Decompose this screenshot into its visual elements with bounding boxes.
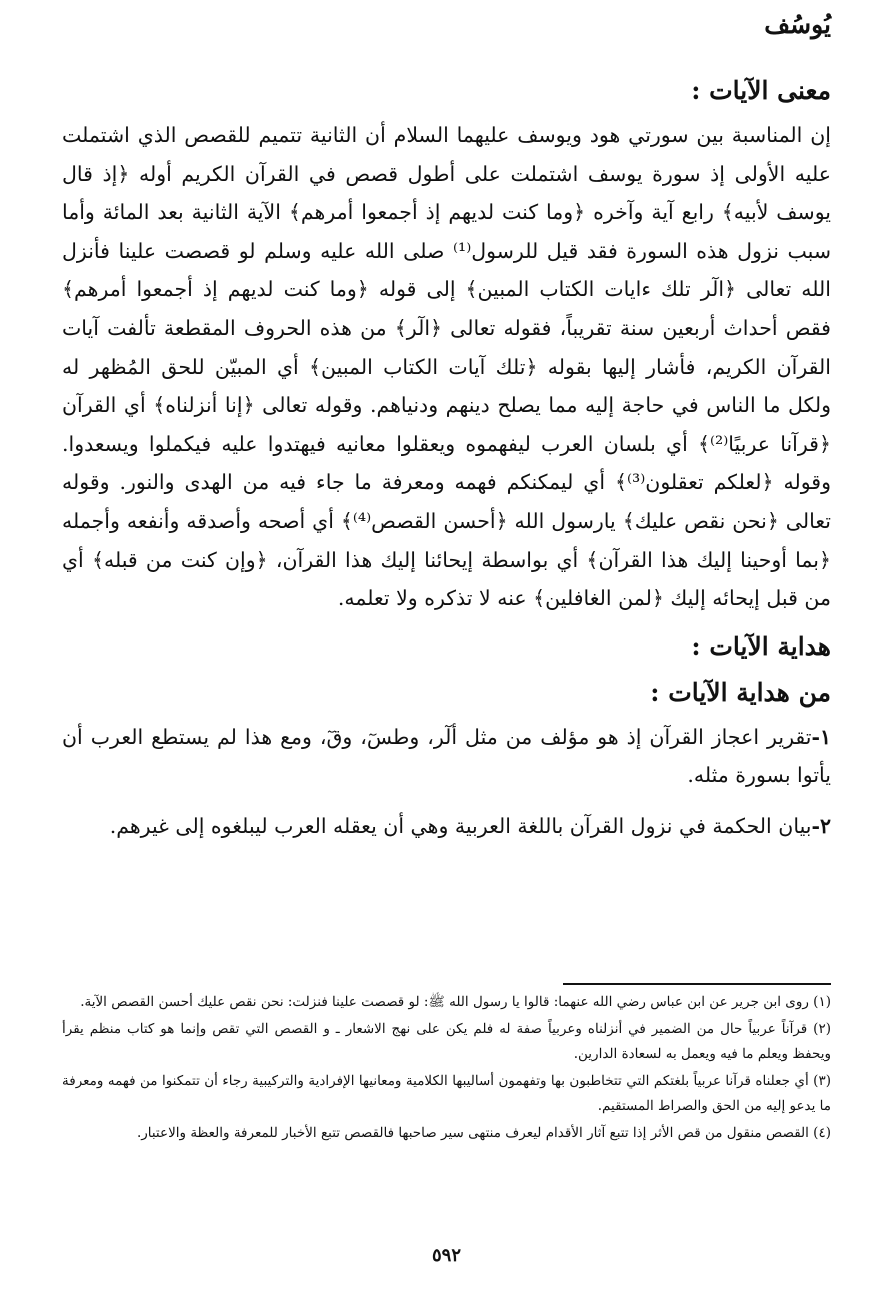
lesson-text: تقرير اعجاز القرآن إذ هو مؤلف من مثل ألٓر، وطسٓ، وقٓ، ومع هذا لم يستطع العرب أن يأتوا بسورة مثله. xyxy=(62,724,831,788)
lesson-number: ٢- xyxy=(811,813,831,838)
lesson-number: ١- xyxy=(811,724,831,749)
footnotes xyxy=(62,990,831,1148)
running-head: يُوسُف xyxy=(764,10,831,39)
main-text xyxy=(62,70,831,858)
guidance-heading: هداية الآيات : xyxy=(691,631,831,661)
footnote-1: (١) روى ابن جرير عن ابن عباس رضي الله عنهما: قالوا يا رسول الله ﷺ: لو قصصت علينا فنزلت: نحن نقص عليك أحسن القصص الآية. xyxy=(80,994,831,1010)
footnote-separator xyxy=(563,983,831,985)
lesson-item xyxy=(62,807,831,846)
footnote-3: (٣) أي جعلناه قرآنا عربياً بلغتكم التي تتخاطبون بها وتفهمون أساليبها الكلامية ومعانيها الإفرادية والتركيبية رجاء أن تتمكنوا من فهمه ومعرفة ما يدعو إليه من الحق والصراط المستقيم. xyxy=(62,1073,831,1114)
footnote-4: (٤) القصص منقول من قص الأثر إذا تتبع آثار الأقدام ليعرف منتهى سير صاحبها فالقصص تتبع الأخبار للمعرفة والعظة والاعتبار. xyxy=(136,1125,831,1141)
lesson-text: بيان الحكمة في نزول القرآن باللغة العربية وهي أن يعقله العرب ليبلغوه إلى غيرهم. xyxy=(109,813,812,838)
footnote-2: (٢) قرآناً عربياً حال من الضمير في أنزلناه وعربياً صفة له فلم يكن على نهج الاشعار ـ و القصص التي تقص وإنما هو كتاب منظم يقرأ ويحفظ ويعلم ما فيه ويعمل به لسعادة الدارين. xyxy=(62,1021,831,1062)
lessons-list xyxy=(62,718,831,846)
lesson-item xyxy=(62,718,831,795)
lessons-heading: من هداية الآيات : xyxy=(650,677,831,707)
meaning-paragraph: إن المناسبة بين سورتي هود ويوسف عليهما السلام أن الثانية تتميم للقصص الذي اشتملت عليه الأولى إذ سورة يوسف اشتملت على أطول قصص في القرآن الكريم أوله ﴿إذ قال يوسف لأبيه﴾ رابع آية وآخره ﴿وما كنت لديهم إذ أجمعوا أمرهم﴾ الآية الثانية بعد المائة وأما سبب نزول هذه السورة فقد قيل للرسول⁽¹⁾ صلى الله عليه وسلم لو قصصت علينا فأنزل الله تعالى ﴿الٓر تلك ءايات الكتاب المبين﴾ إلى قوله ﴿وما كنت لديهم إذ أجمعوا أمرهم﴾ فقص أحداث أربعين سنة تقريباً، فقوله تعالى ﴿الٓر﴾ من هذه الحروف المقطعة تألفت آيات القرآن الكريم، فأشار إليها بقوله ﴿تلك آيات الكتاب المبين﴾ أي المبيّن للحق المُظهر له ولكل ما الناس في حاجة إليه مما يصلح دينهم ودنياهم. وقوله تعالى ﴿إنا أنزلناه﴾ أي القرآن ﴿قرآنا عربيًا⁽²⁾﴾ أي بلسان العرب ليفهموه ويعقلوا معانيه فيهتدوا عليه فيكملوا ويسعدوا. وقوله ﴿لعلكم تعقلون⁽³⁾﴾ أي ليمكنكم فهمه ومعرفة ما جاء فيه من الهدى والنور. وقوله تعالى ﴿نحن نقص عليك﴾ يارسول الله ﴿أحسن القصص⁽⁴⁾﴾ أي أصحه وأصدقه وأنفعه وأجمله ﴿بما أوحينا إليك هذا القرآن﴾ أي بواسطة إيحائنا إليك هذا القرآن، ﴿وإن كنت من قبله﴾ أي من قبل إيحائه إليك ﴿لمن الغافلين﴾ عنه لا تذكره ولا تعلمه. xyxy=(62,123,832,611)
page-number: ٥٩٢ xyxy=(431,1245,461,1266)
meaning-heading: معنى الآيات : xyxy=(691,76,831,105)
